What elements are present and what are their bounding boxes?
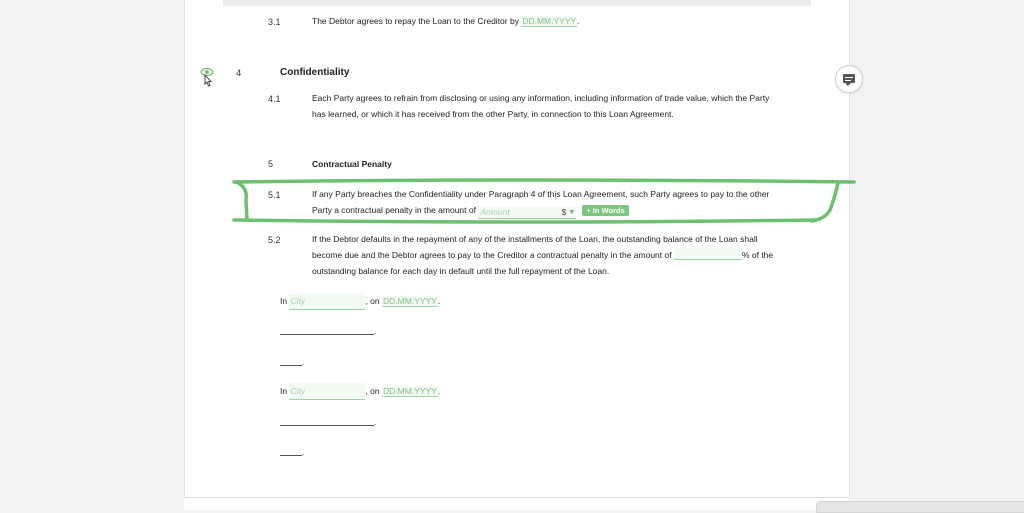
period: . [302, 358, 305, 367]
section-5-2-number: 5.2 [268, 235, 281, 245]
comment-icon [843, 74, 855, 83]
section-3-1-body: The Debtor agrees to repay the Loan to the Creditor by [312, 16, 522, 26]
section-5-1-line-1: If any Party breaches the Confidentiality under Paragraph 4 of this Loan Agreement, such Party agrees to pay to the other [312, 189, 770, 199]
period: . [437, 296, 441, 306]
section-5-number: 5 [268, 159, 274, 169]
period: . [437, 386, 441, 396]
page-top-strip [223, 0, 811, 6]
section-5-1-number: 5.1 [268, 190, 281, 200]
on-label: , on [365, 296, 382, 306]
date-field[interactable]: DD.MM.YYYY [383, 386, 437, 396]
signature-name-line [280, 365, 302, 366]
signature-line [280, 425, 374, 426]
comment-button[interactable] [835, 65, 863, 93]
city-field[interactable]: City [289, 383, 365, 400]
section-5-2-line-2 [312, 247, 773, 263]
amount-placeholder: Amount [480, 207, 510, 217]
period: . [374, 327, 377, 336]
period: . [577, 16, 580, 26]
date-field[interactable]: DD.MM.YYYY [383, 296, 437, 306]
section-4-1-line-2: has learned, or which it has received from the other Party, in connection to this Loan Agreement. [312, 109, 674, 119]
signature-name-line [280, 455, 302, 456]
signature-place-date-2 [280, 383, 440, 400]
on-label: , on [365, 386, 382, 396]
section-5-2-line-2-text: become due and the Debtor agrees to pay to the Creditor a contractual penalty in the amount of [312, 250, 674, 260]
section-3-1-text [312, 13, 580, 29]
currency-select[interactable]: $ [561, 207, 567, 217]
eye-icon[interactable] [200, 67, 214, 87]
period: . [302, 448, 305, 457]
in-words-button[interactable]: + In Words [582, 205, 628, 216]
section-5-title: Contractual Penalty [312, 159, 392, 169]
section-4-number: 4 [236, 68, 242, 79]
city-field[interactable]: City [289, 293, 365, 310]
chevron-down-icon[interactable]: ▼ [568, 209, 576, 216]
in-label: In [280, 296, 290, 306]
comment-icon-line [845, 77, 853, 78]
section-5-2-line-3: outstanding balance for each day in default until the full repayment of the Loan. [312, 266, 610, 276]
percent-input[interactable] [674, 248, 742, 260]
signature-line [280, 334, 374, 335]
section-5-1-line-2-text: Party a contractual penalty in the amount of [312, 205, 479, 215]
section-4-1-number: 4.1 [268, 94, 281, 104]
repay-date-field[interactable]: DD.MM.YYYY [522, 16, 577, 26]
signature-place-date-1 [280, 293, 440, 310]
comment-icon-line [845, 80, 851, 81]
section-4-1-line-1: Each Party agrees to refrain from disclosing or using any information, including information of trade value, which the Party [312, 93, 770, 103]
section-4-title: Confidentiality [280, 67, 350, 78]
period: . [374, 418, 377, 427]
section-5-1-line-2 [312, 202, 629, 219]
pointer-hand-icon [205, 75, 211, 86]
section-3-1-number: 3.1 [268, 17, 281, 27]
percent-suffix: % of the [741, 250, 774, 260]
in-label: In [280, 386, 290, 396]
section-5-2-line-1: If the Debtor defaults in the repayment of any of the installments of the Loan, the outstanding balance of the Loan shall [312, 234, 758, 244]
horizontal-scrollbar[interactable] [816, 501, 1024, 513]
amount-input[interactable] [478, 207, 576, 219]
page-bottom-edge [184, 497, 848, 510]
